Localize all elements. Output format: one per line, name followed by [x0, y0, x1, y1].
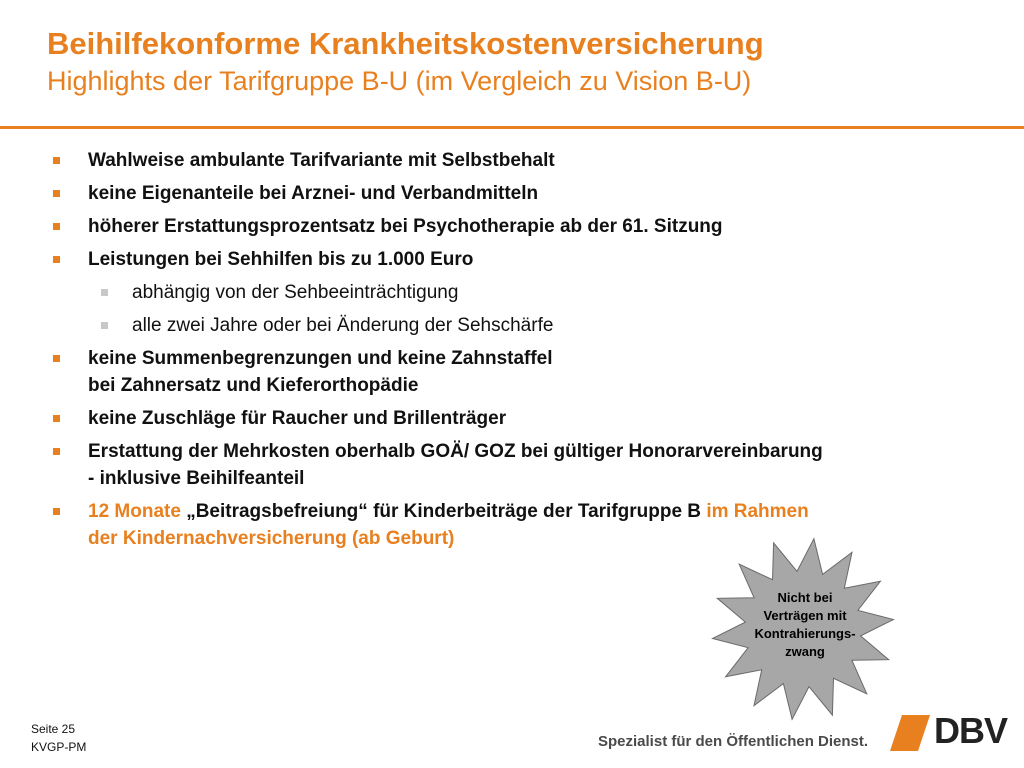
bullet-marker — [53, 157, 60, 164]
list-item-continuation: bei Zahnersatz und Kieferorthopädie — [88, 375, 419, 396]
company-slogan: Spezialist für den Öffentlichen Dienst. — [598, 733, 869, 750]
bullet-marker — [53, 256, 60, 263]
header-divider — [0, 126, 1024, 129]
page-number: Seite 25 — [31, 722, 76, 736]
list-item: Erstattung der Mehrkosten oberhalb GOÄ/ GOZ bei gültiger Honorarvereinbarung — [88, 441, 823, 462]
list-item-text: „Beitragsbefreiung“ für Kinderbeiträge der Tarifgruppe B — [180, 501, 707, 522]
starburst-callout-text — [738, 589, 872, 661]
list-item: keine Summenbegrenzungen und keine Zahnstaffel — [88, 348, 553, 369]
bullet-marker — [53, 223, 60, 230]
list-item: keine Eigenanteile bei Arznei- und Verbandmitteln — [88, 183, 539, 204]
document-code: KVGP-PM — [31, 740, 87, 754]
callout-line: Nicht bei — [777, 590, 833, 605]
page-title: Beihilfekonforme Krankheitskostenversicherung — [47, 26, 764, 61]
list-item-continuation: - inklusive Beihilfeanteil — [88, 468, 305, 489]
list-item: Leistungen bei Sehhilfen bis zu 1.000 Euro — [88, 249, 474, 270]
sub-bullet-marker — [101, 289, 108, 296]
bullet-marker — [53, 190, 60, 197]
highlight-text: im Rahmen — [706, 501, 809, 522]
footer-page-info — [31, 720, 86, 756]
highlight-text: 12 Monate — [88, 501, 181, 522]
bullet-marker — [53, 448, 60, 455]
list-item: keine Zuschläge für Raucher und Brillenträger — [88, 408, 507, 429]
callout-line: zwang — [785, 644, 825, 659]
bullet-marker — [53, 355, 60, 362]
bullet-marker — [53, 508, 60, 515]
logo-wordmark: DBV — [934, 710, 1008, 751]
callout-line: Kontrahierungs- — [754, 626, 856, 641]
list-item-continuation: der Kindernachversicherung (ab Geburt) — [88, 528, 455, 549]
callout-line: Verträgen mit — [763, 608, 847, 623]
sub-list-item: abhängig von der Sehbeeinträchtigung — [132, 282, 459, 303]
page-subtitle: Highlights der Tarifgruppe B-U (im Vergleich zu Vision B-U) — [47, 66, 752, 96]
bullet-marker — [53, 415, 60, 422]
sub-list-item: alle zwei Jahre oder bei Änderung der Sehschärfe — [132, 315, 554, 336]
list-item: Wahlweise ambulante Tarifvariante mit Selbstbehalt — [88, 150, 555, 171]
list-item: höherer Erstattungsprozentsatz bei Psychotherapie ab der 61. Sitzung — [88, 216, 723, 237]
list-item — [88, 499, 809, 525]
sub-bullet-marker — [101, 322, 108, 329]
